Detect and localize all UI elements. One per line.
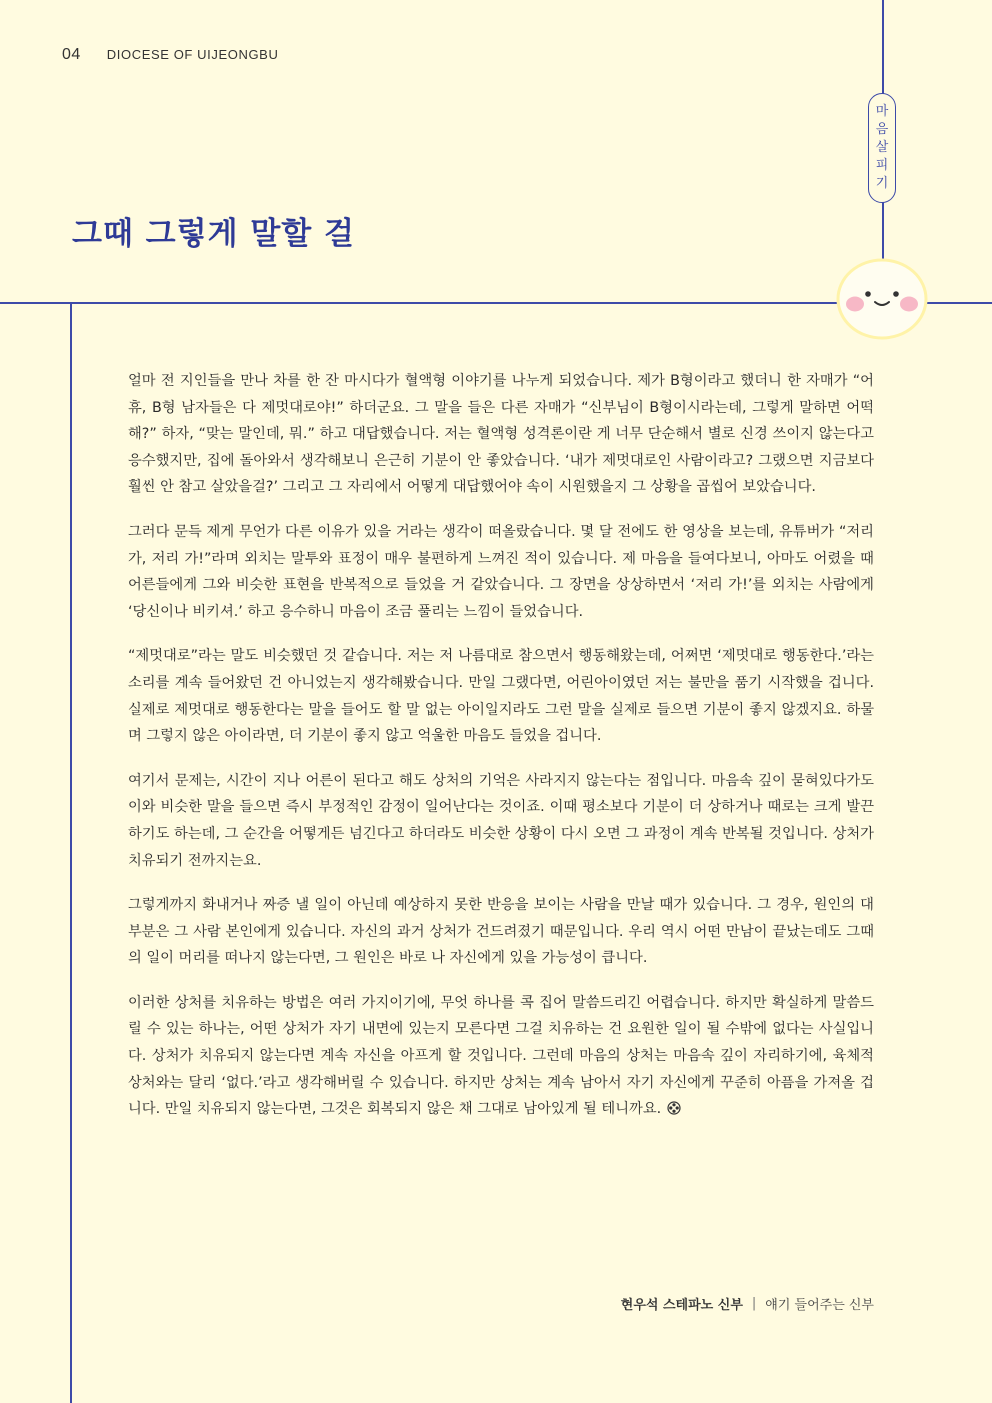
- section-tab-char: 음: [875, 122, 889, 137]
- section-tab: [868, 93, 896, 203]
- paragraph-last: [128, 990, 874, 1123]
- section-tab-char: 피: [875, 158, 889, 173]
- paragraph: 얼마 전 지인들을 만나 차를 한 잔 마시다가 혈액형 이야기를 나누게 되었습니다. 제가 B형이라고 했더니 한 자매가 “어휴, B형 남자들은 다 제멋대로야!” 하더군요. 그 말을 들은 다른 자매가 “신부님이 B형이시라는데, 그렇게 말하면 어떡해?” 하자, “맞는 말인데, 뭐.” 하고 대답했습니다. 저는 혈액형 성격론이란 게 너무 단순해서 별로 신경 쓰이지 않는다고 응수했지만, 집에 돌아와서 생각해보니 은근히 기분이 안 좋았습니다. ‘내가 제멋대로인 사람이라고? 그랬으면 지금보다 훨씬 안 참고 살았을걸?’ 그리고 그 자리에서 어떻게 대답했어야 속이 시원했을지 그 상황을 곱씹어 보았습니다.: [128, 373, 874, 496]
- section-tab-char: 마: [875, 104, 889, 119]
- paragraph: 그렇게까지 화내거나 짜증 낼 일이 아닌데 예상하지 못한 반응을 보이는 사람을 만날 때가 있습니다. 그 경우, 원인의 대부분은 그 사람 본인에게 있습니다. 자신의 과거 상처가 건드려졌기 때문입니다. 우리 역시 어떤 만남이 끝났는데도 그때의 일이 머리를 떠나지 않는다면, 그 원인은 바로 나 자신에게 있을 가능성이 큽니다.: [128, 897, 874, 967]
- flower-end-mark-icon: [667, 1101, 681, 1115]
- page-number: 04: [62, 46, 81, 63]
- vertical-rule-left: [70, 302, 72, 1403]
- article-title: 그때 그렇게 말할 걸: [72, 216, 355, 252]
- author-role: 얘기 들어주는 신부: [765, 1298, 874, 1313]
- byline: [621, 1294, 874, 1313]
- page-header: [62, 46, 278, 64]
- paragraph: 여기서 문제는, 시간이 지나 어른이 된다고 해도 상처의 기억은 사라지지 않는다는 점입니다. 마음속 깊이 묻혀있다가도 이와 비슷한 말을 들으면 즉시 부정적인 감정이 일어난다는 것이죠. 이때 평소보다 기분이 더 상하거나 때로는 크게 발끈하기도 하는데, 그 순간을 어떻게든 넘긴다고 하더라도 비슷한 상황이 다시 오면 그 과정이 계속 반복될 것입니다. 상처가 치유되기 전까지는요.: [128, 772, 874, 869]
- section-tab-char: 살: [875, 140, 889, 155]
- author-name: 현우석 스테파노 신부: [620, 1298, 743, 1313]
- article-body: [128, 368, 874, 1141]
- smiling-face-icon: [836, 258, 928, 340]
- paragraph: “제멋대로”라는 말도 비슷했던 것 같습니다. 저는 저 나름대로 참으면서 행동해왔는데, 어쩌면 ‘제멋대로 행동한다.’라는 소리를 계속 들어왔던 건 아니었는지 생각해봤습니다. 만일 그랬다면, 어린아이였던 저는 불만을 품기 시작했을 겁니다. 실제로 제멋대로 행동한다는 말을 들어도 할 말 없는 아이일지라도 그런 말을 실제로 들으면 기분이 좋지 않겠지요. 하물며 그렇지 않은 아이라면, 더 기분이 좋지 않고 억울한 마음도 들었을 겁니다.: [128, 648, 874, 745]
- section-tab-char: 기: [875, 176, 889, 191]
- paragraph: 이러한 상처를 치유하는 방법은 여러 가지이기에, 무엇 하나를 콕 집어 말씀드리긴 어렵습니다. 하지만 확실하게 말씀드릴 수 있는 하나는, 어떤 상처가 자기 내면에 있는지 모른다면 그걸 치유하는 건 요원한 일이 될 수밖에 없다는 사실입니다. 상처가 치유되지 않는다면 계속 자신을 아프게 할 것입니다. 그런데 마음의 상처는 마음속 깊이 자리하기에, 육체적 상처와는 달리 ‘없다.’라고 생각해버릴 수 있습니다. 하지만 상처는 계속 남아서 자기 자신에게 꾸준히 아픔을 가져올 겁니다. 만일 치유되지 않는다면, 그것은 회복되지 않은 채 그대로 남아있게 될 테니까요.: [128, 994, 874, 1118]
- publication-name: DIOCESE OF UIJEONGBU: [106, 47, 279, 62]
- paragraph: 그러다 문득 제게 무언가 다른 이유가 있을 거라는 생각이 떠올랐습니다. 몇 달 전에도 한 영상을 보는데, 유튜버가 “저리 가, 저리 가!”라며 외치는 말투와 표정이 매우 불편하게 느껴진 적이 있습니다. 제 마음을 들여다보니, 아마도 어렸을 때 어른들에게 그와 비슷한 표현을 반복적으로 들었을 거 같았습니다. 그 장면을 상상하면서 ‘저리 가!’를 외치는 사람에게 ‘당신이나 비키셔.’ 하고 응수하니 마음이 조금 풀리는 느낌이 들었습니다.: [128, 523, 874, 620]
- byline-separator: |: [751, 1296, 757, 1311]
